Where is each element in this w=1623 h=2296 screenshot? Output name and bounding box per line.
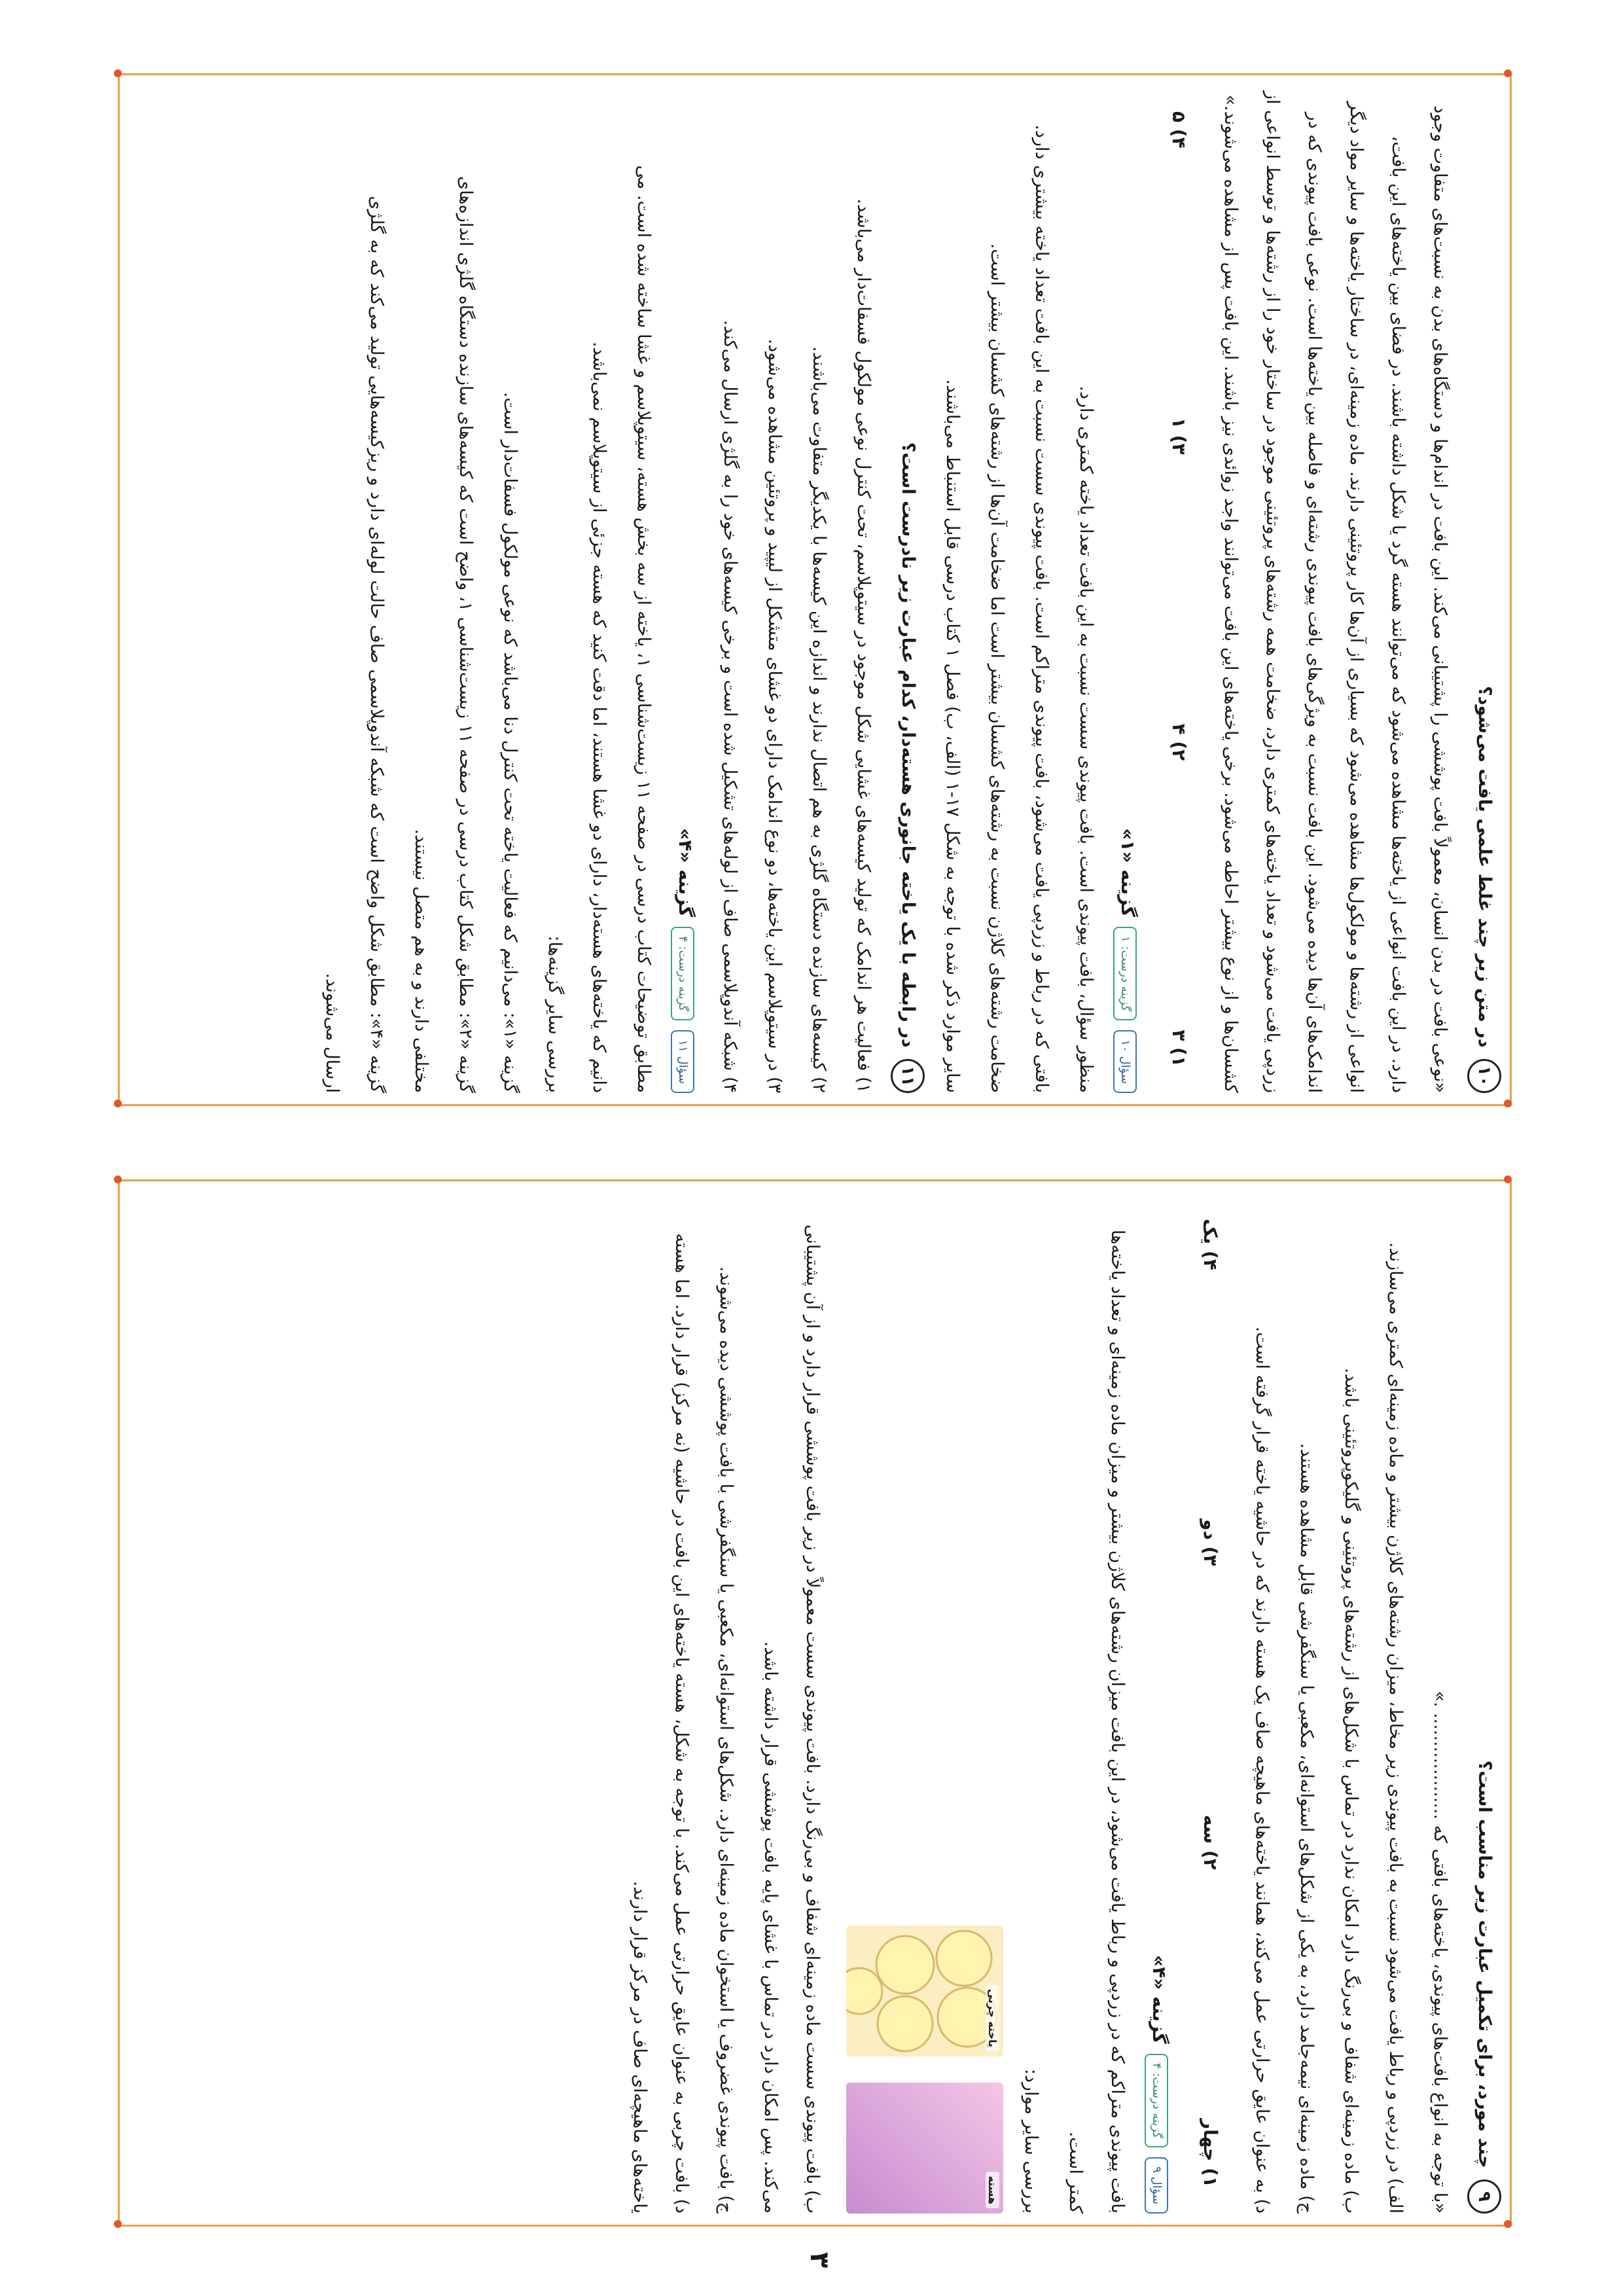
corner-dot bbox=[1504, 1100, 1512, 1107]
option-1[interactable]: ۱) ۳ bbox=[1168, 1030, 1190, 1067]
figure-label: یاخته چربی bbox=[986, 1985, 999, 2051]
question-number: ۱۱ bbox=[891, 1059, 925, 1093]
question-9-options bbox=[1200, 1193, 1221, 2214]
answer-line: بافت پیوندی متراکم که در زردپی و رباط یافت می‌شود، در این بافت میزان رشته‌های کلاژن بیشتر و میزان ماده زمینه‌ای و تعداد یاخته‌ها کمتر است. bbox=[1065, 1229, 1128, 2214]
option-2[interactable]: ۲) کیسه‌های سازنده دستگاه گلژی به هم اتصال ندارند و اندازه این کیسه‌ها با یکدیگر متفاوت می‌باشند. bbox=[809, 346, 829, 1093]
answer-header bbox=[664, 85, 706, 1093]
question-10-options bbox=[1168, 85, 1190, 1093]
option-3[interactable]: ۳) در سیتوپلاسم این یاخته‌ها، دو نوع اندامک دارای دو غشای متشکل از لیپید و پروتئین مشاهده می‌شود. bbox=[764, 338, 785, 1093]
answer-line: بافتی که در رباط و زردپی یافت می‌شود، بافت پیوندی متراکم است. بافت پیوندی سست نسبت به این بافت تعداد یاخته بیشتری دارد. bbox=[1031, 124, 1052, 1093]
answer-line: مختلفی دارند و به هم متصل نیستند. bbox=[411, 829, 431, 1093]
question-9-item: د) به عنوان عایق حرارتی عمل می‌کند، همانند یاخته‌های ماهیچه صاف یک هسته دارند که در حاشیه یاخته قرار گرفته است. bbox=[1252, 1326, 1272, 2214]
figure-label: هسته bbox=[986, 2172, 999, 2208]
correct-answer-badge: گزینه درست: ۱ bbox=[1113, 927, 1137, 1020]
question-number: ۱۰ bbox=[1467, 1059, 1501, 1093]
option-4[interactable]: ۴) یک bbox=[1200, 1219, 1221, 1270]
option-3[interactable]: ۳) دو bbox=[1200, 1519, 1221, 1566]
question-badge: سؤال ۱۱ bbox=[671, 1030, 694, 1093]
answer-line: گزینه «۱»: می‌دانیم که فعالیت یاخته تحت کنترل دنا می‌باشد که نوعی مولکول فسفات‌دار است. bbox=[500, 391, 520, 1093]
option-4[interactable]: ۴) شبکه آندوپلاسمی صاف از لوله‌های تشکیل شده است و برخی کیسه‌های خود را به گلژی ارسال می‌کند. bbox=[720, 319, 740, 1093]
top-page-content bbox=[124, 85, 1505, 1093]
answer-line: منظور سؤال، بافت پیوندی است. بافت پیوندی سست نسبت به این بافت تعداد یاخته کمتری دارد. bbox=[1076, 386, 1096, 1093]
option-4[interactable]: ۴) ۵ bbox=[1168, 111, 1190, 149]
question-9-item: ب) ماده زمینه‌ای شفاف و بی‌رنگ دارد امکان ندارد در تماس با شکل‌های از رشته‌های پروتئینی و گلیکوپروتئینی باشد. bbox=[1341, 1367, 1361, 2214]
answer-header bbox=[1138, 1193, 1180, 2214]
answer-line: ب) بافت پیوندی سست ماده زمینه‌ای شفاف و بی‌رنگ دارد. بافت پیوندی سست معمولاً در زیر بافت پوششی قرار دارد و از آن پشتیبانی می‌کند. پس امکان دارد در تماس با غشای پایه بافت پوششی قرار داشته باشد. bbox=[760, 1224, 823, 2214]
corner-dot bbox=[114, 1100, 122, 1107]
question-badge: سؤال ۱۰ bbox=[1113, 1030, 1137, 1093]
answer-line: ج) بافت پیوندی غضروف یا استخوان ماده زمینه‌ای دارد. شکل‌های استوانه‌ای، مکعبی یا سنگفرشی با بافت پوششی دیده می‌شوند. bbox=[716, 1266, 736, 2214]
answer-line: بررسی سایر گزینه‌ها: bbox=[544, 935, 565, 1093]
smooth-muscle-image bbox=[846, 2083, 1003, 2214]
answer-line: ضخامت رشته‌های کلاژن نسبت به رشته‌های کشسان بیشتر است اما ضخامت آن‌ها از رشته‌های کشسان بیشتر است. bbox=[987, 243, 1007, 1093]
question-9-item: الف) در زردپی و رباط یافت می‌شود نسبت به بافت پیوندی زیر مخاط، میزان رشته‌های کلاژن بیشتر و ماده زمینه‌ای کمتری می‌سازند. bbox=[1385, 1242, 1406, 2214]
fat-cell-image bbox=[846, 1926, 1003, 2056]
page-number: ۳ bbox=[804, 2251, 835, 2269]
corner-dot bbox=[114, 69, 122, 77]
answer-title: گزینه «۱» bbox=[1117, 828, 1139, 918]
question-9-stem: ۹ چند مورد، برای تکمیل عبارت زیر مناسب است؟ bbox=[1463, 1193, 1505, 2214]
fat-cells-illustration bbox=[846, 1926, 1003, 2056]
answer-header bbox=[1107, 85, 1149, 1093]
corner-dot bbox=[114, 1175, 122, 1183]
bottom-page-content bbox=[124, 1193, 1505, 2214]
answer-line: بررسی سایر موارد: bbox=[1021, 2068, 1041, 2214]
answer-line: مطابق توضیحات کتاب درسی در صفحه ۱۱ زیست‌شناسی ۱، یاخته از سه بخش هسته، سیتوپلاسم و غشا ساخته شده است. می bbox=[633, 165, 654, 1093]
corner-dot bbox=[1504, 1175, 1512, 1183]
corner-dot bbox=[1504, 69, 1512, 77]
question-9-body: «با توجه به انواع بافت‌های پیوندی، یاخته‌های بافتی که ................... .» bbox=[1430, 1691, 1450, 2214]
option-1[interactable]: ۱) چهار bbox=[1200, 2119, 1221, 2187]
answer-line: ارسال می‌شوند. bbox=[322, 973, 342, 1093]
answer-line: دانیم که یاخته‌های هسته‌دار، دارای دو غشا هستند، اما دقت کنید که هسته جزئی از سیتوپلاسم نمی‌باشد. bbox=[589, 341, 609, 1093]
corner-dot bbox=[114, 2220, 122, 2228]
figure-row bbox=[846, 1193, 1003, 2214]
corner-dot bbox=[1504, 2220, 1512, 2228]
option-2[interactable]: ۲) سه bbox=[1200, 1814, 1221, 1870]
question-9-item: ج) ماده زمینه‌ای نیمه‌جامد دارد، به یکی از شکل‌های استوانه‌ای، مکعبی یا سنگفرشی قابل مشاهده هستند. bbox=[1296, 1443, 1317, 2214]
option-3[interactable]: ۳) ۱ bbox=[1168, 417, 1190, 455]
answer-title: گزینه «۴» bbox=[1149, 1955, 1170, 2044]
correct-answer-badge: گزینه درست: ۴ bbox=[1145, 2054, 1168, 2147]
question-badge: سؤال ۹ bbox=[1145, 2157, 1168, 2214]
option-1[interactable]: ۱) فعالیت هر اندامک که تولید کیسه‌های غشایی شکل موجود در سیتوپلاسم، تحت کنترل نوعی مولکول فسفات‌دار می‌باشد. bbox=[853, 198, 874, 1093]
question-10-body: «نوعی بافت در بدن انسان، معمولاً بافت پوششی را پشتیبانی می‌کند. این بافت در اندام‌ها و دستگاه‌های بدن به نسبت‌های متفاوت وجود دارد. در این بافت انواعی از یاخته‌ها مشاهده می‌شود که می‌توانند هسته گرد یا شکل داشته باشند. در فضای بین یاخته‌های این بافت، انواعی از رشته‌ها و مولکول‌ها مشاهده می‌شود که بسیاری از آن‌ها کار پروتئینی دارند. ماده زمینه‌ای، در ساختار یاخته‌ها و سایر مواد دیگر اندامک‌های آن‌ها دیده می‌شود. این بافت نسبت به ویژگی‌های بافت پیوندی رشته‌ای و فاصله بین یاخته‌ها است. نوعی بافت پیوندی که در زردپی یافت می‌شود و تعداد یاخته‌های کمتری دارد، ضخامت همه رشته‌های پروتئینی موجود در ساختار خود را از رشته‌ها و توسط انواعی از کشسان‌ها و از نوع بیشتر احاطه می‌شود. برخی یاخته‌های این بافت می‌توانند واجد زوائدی نیز باشند. این بافت پس از مشاهده می‌شوند.» bbox=[1221, 90, 1450, 1093]
answer-title: گزینه «۴» bbox=[675, 828, 696, 918]
answer-line: د) بافت چربی به عنوان عایق حرارتی عمل می‌کند. با توجه به شکل، هسته یاخته‌های این بافت در حاشیه (نه مرکز) قرار دارد. اما هسته یاخته‌های ماهیچه‌ای صاف در مرکز قرار دارند. bbox=[630, 1233, 692, 2214]
question-10-stem: ۱۰ در متن زیر چند غلط علمی یافت می‌شود؟ bbox=[1463, 85, 1505, 1093]
question-number: ۹ bbox=[1467, 2179, 1501, 2214]
correct-answer-badge: گزینه درست: ۴ bbox=[671, 927, 694, 1020]
answer-line: گزینه «۲»: مطابق شکل کتاب درسی در صفحه ۱۱ زیست‌شناسی ۱، واضح است که کیسه‌های سازنده دستگاه گلژی اندازه‌های bbox=[455, 176, 476, 1093]
option-2[interactable]: ۲) ۴ bbox=[1168, 723, 1190, 761]
question-11-stem: ۱۱ در رابطه با یک یاخته جانوری هسته‌دار، کدام عبارت زیر نادرست است؟ bbox=[887, 85, 929, 1093]
answer-line: گزینه «۴»: مطابق شکل واضح است که شبکه آندوپلاسمی صاف حالت لوله‌ای دارد و ریزکیسه‌هایی تولید می‌کند که به گلژی bbox=[366, 196, 387, 1093]
answer-line: سایر موارد ذکر شده با توجه به شکل ۱۷-۱ (الف، ب) فصل ۱ کتاب درسی قابل استنباط می‌باشند. bbox=[942, 379, 963, 1093]
